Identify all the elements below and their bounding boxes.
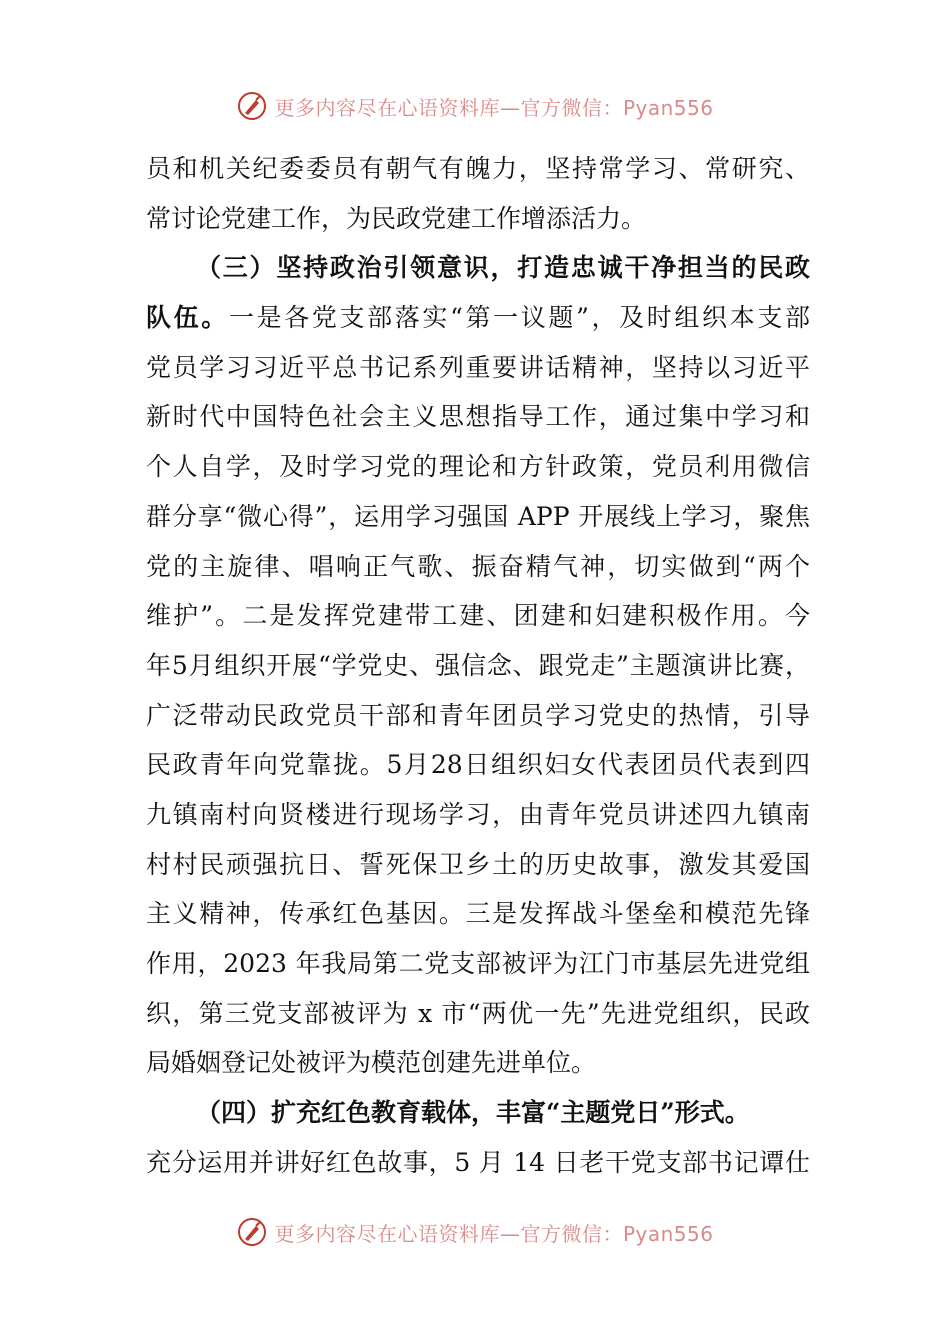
section-heading-4: （四）扩充红色教育载体，丰富“主题党日”形式。	[196, 1098, 750, 1128]
watermark-banner-bottom	[0, 1212, 950, 1252]
text-line: 群分享“微心得”，运用学习强国 APP 开展线上学习，聚焦	[146, 501, 810, 531]
section-heading-3: （三）坚持政治引领意识，打造忠诚干净担当的民政	[196, 253, 810, 283]
watermark-text: 更多内容尽在心语资料库—官方微信：Pyan556	[274, 95, 714, 120]
watermark-banner-top	[0, 86, 950, 126]
heading-continuation: 队伍。	[146, 303, 229, 333]
text-line: 个人自学，及时学习党的理论和方针政策，党员利用微信	[146, 452, 810, 482]
text-line: 员和机关纪委委员有朝气有魄力，坚持常学习、常研究、	[146, 154, 810, 183]
text-line: 维护”。二是发挥党建带工建、团建和妇建积极作用。今	[146, 601, 810, 631]
text-line: 九镇南村向贤楼进行现场学习，由青年党员讲述四九镇南	[146, 799, 810, 829]
text-line: 村村民顽强抗日、誓死保卫乡土的历史故事，激发其爱国	[146, 849, 810, 879]
text-line: 党员学习习近平总书记系列重要讲话精神，坚持以习近平	[146, 352, 810, 382]
document-body	[146, 144, 810, 1187]
text-line: 织，第三党支部被评为 x 市“两优一先”先进党组织，民政	[146, 998, 810, 1028]
pen-nib-circle-icon	[236, 1216, 268, 1248]
text-span: 一是各党支部落实“第一议题”，及时组织本支部	[228, 303, 810, 333]
pen-nib-circle-icon	[236, 90, 268, 122]
text-line: 作用，2023 年我局第二党支部被评为江门市基层先进党组	[146, 949, 810, 978]
text-line: 年5月组织开展“学党史、强信念、跟党走”主题演讲比赛，	[146, 650, 810, 680]
text-line: 广泛带动民政党员干部和青年团员学习党史的热情，引导	[146, 700, 810, 730]
text-line: 新时代中国特色社会主义思想指导工作，通过集中学习和	[146, 402, 810, 432]
text-line: 主义精神，传承红色基因。三是发挥战斗堡垒和模范先锋	[146, 899, 810, 929]
text-line: 常讨论党建工作，为民政党建工作增添活力。	[146, 203, 647, 233]
text-line: 民政青年向党靠拢。5月28日组织妇女代表团员代表到四	[146, 750, 810, 780]
watermark-text: 更多内容尽在心语资料库—官方微信：Pyan556	[274, 1221, 714, 1246]
text-line: 充分运用并讲好红色故事，5 月 14 日老干党支部书记谭仕	[146, 1147, 810, 1177]
text-line	[146, 293, 810, 343]
text-line: 党的主旋律、唱响正气歌、振奋精气神，切实做到“两个	[146, 551, 810, 581]
text-line: 局婚姻登记处被评为模范创建先进单位。	[146, 1048, 597, 1078]
